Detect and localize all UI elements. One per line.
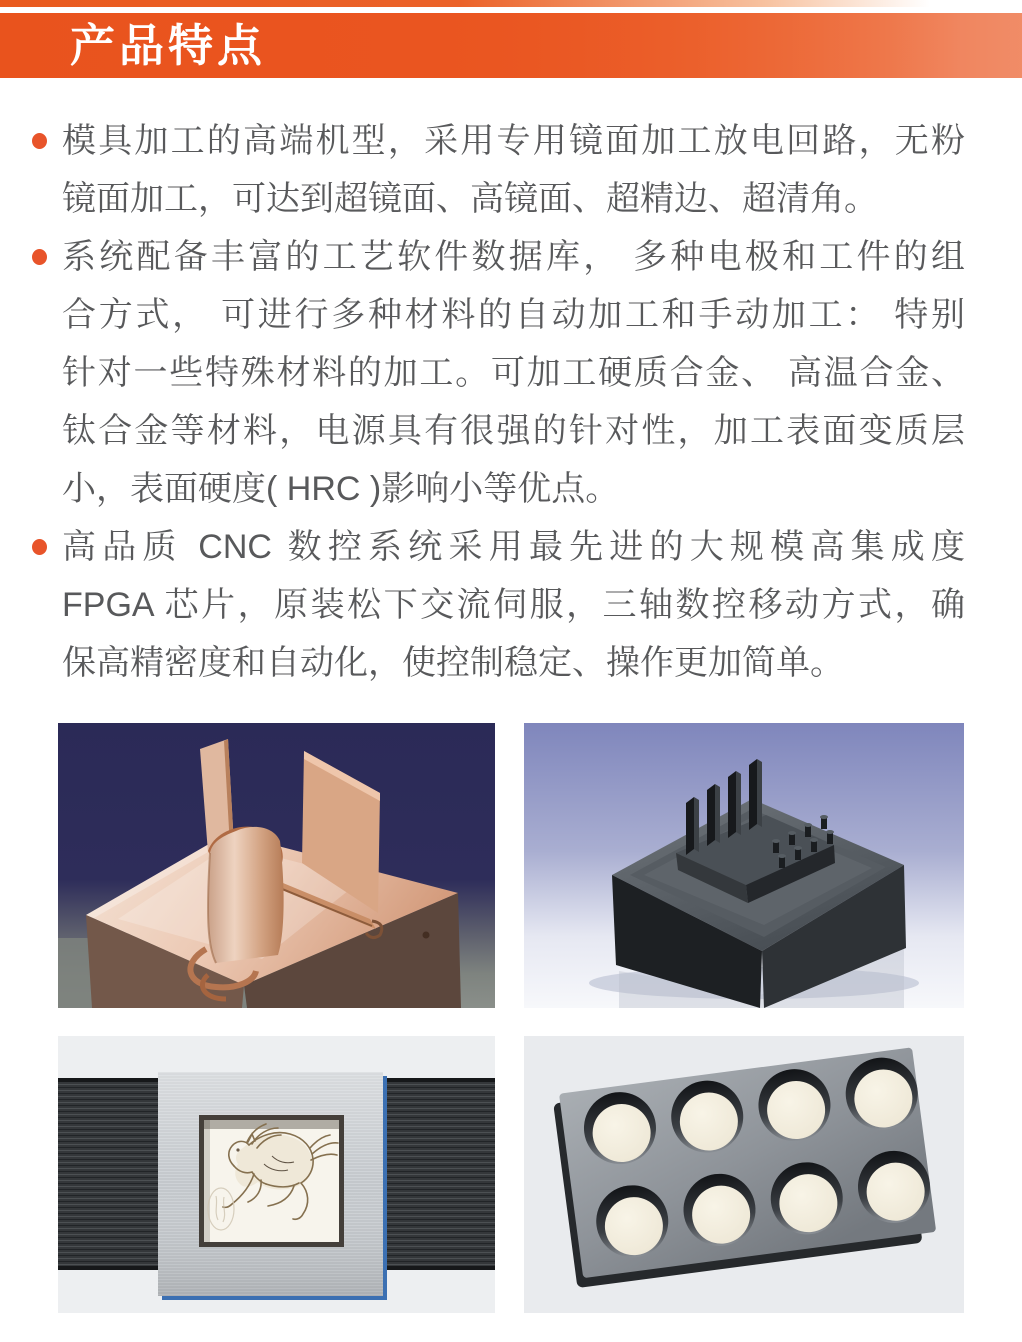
- disc-tray-illustration: [524, 1036, 964, 1313]
- feature-text-line: 镜面加工，可达到超镜面、高镜面、超精边、超清角。: [62, 180, 878, 218]
- bullet-dot-icon: [32, 539, 47, 555]
- feature-text-line: 保高精密度和自动化，使控制稳定、操作更加简单。: [62, 644, 844, 682]
- feature-text-line: 钛合金等材料，电源具有很强的针对性，加工表面变质层: [62, 412, 965, 450]
- feature-text: [62, 228, 965, 518]
- disc-tray-photo: [524, 1036, 964, 1313]
- feature-item: [30, 112, 965, 228]
- feature-item: [30, 518, 965, 692]
- feature-text-line: 高品质 CNC 数控系统采用最先进的大规模高集成度: [62, 528, 965, 566]
- feature-text-line: 小，表面硬度( HRC )影响小等优点。: [62, 470, 620, 508]
- bullet-dot-icon: [32, 249, 47, 265]
- feature-text-line: 合方式， 可进行多种材料的自动加工和手动加工： 特别: [62, 296, 965, 334]
- feature-item: [30, 228, 965, 518]
- horse-engraving-photo: [58, 1036, 495, 1313]
- graphite-electrode-illustration: [524, 723, 964, 1008]
- copper-electrode-illustration: [58, 723, 495, 1008]
- page-title: 产品特点: [70, 20, 267, 71]
- feature-text: [62, 112, 965, 228]
- horse-engraving-illustration: [58, 1036, 495, 1313]
- feature-text-line: FPGA 芯片，原装松下交流伺服，三轴数控移动方式，确: [62, 586, 965, 624]
- graphite-electrode-photo: [524, 723, 964, 1008]
- photo-gallery: [58, 723, 964, 1313]
- feature-list: [30, 112, 965, 692]
- feature-text: [62, 518, 965, 692]
- copper-electrode-photo: [58, 723, 495, 1008]
- bullet-dot-icon: [32, 133, 47, 149]
- section-header-banner: [0, 13, 1022, 78]
- feature-text-line: 系统配备丰富的工艺软件数据库， 多种电极和工件的组: [62, 238, 965, 276]
- top-accent-strip: [0, 0, 1022, 7]
- feature-text-line: 模具加工的高端机型，采用专用镜面加工放电回路，无粉: [62, 122, 965, 160]
- feature-text-line: 针对一些特殊材料的加工。可加工硬质合金、 高温合金、: [62, 354, 965, 392]
